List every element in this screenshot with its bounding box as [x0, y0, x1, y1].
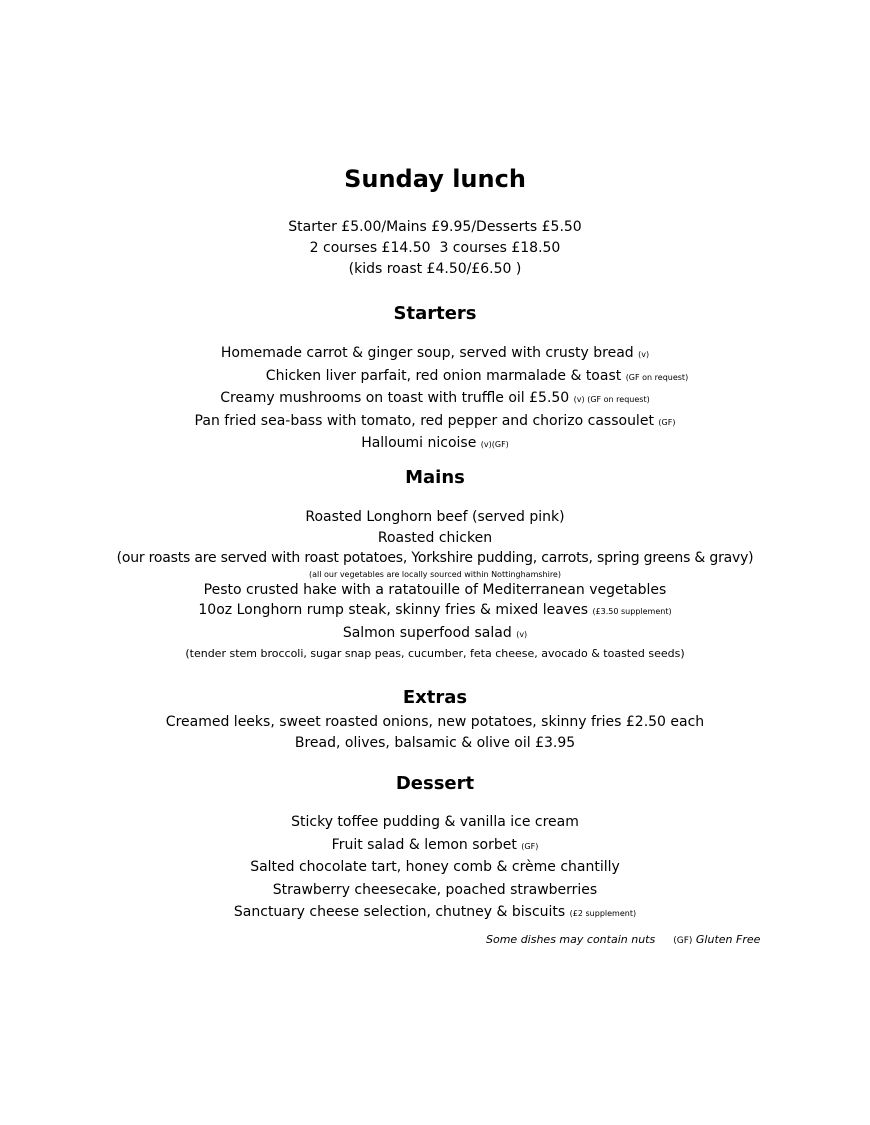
price-summary: [0, 217, 870, 280]
main-item-tag: (£3.50 supplement): [592, 607, 672, 617]
starter-item-text: Creamy mushrooms on toast with truffle oil £5.50: [220, 390, 570, 407]
starter-item: [0, 411, 870, 434]
dessert-item-text: Strawberry cheesecake, poached strawberries: [272, 881, 598, 898]
starter-item-text: Chicken liver parfait, red onion marmalade & toast: [265, 367, 622, 384]
starter-item-tag: (v)(GF): [480, 440, 509, 450]
main-item-tag: (v): [516, 629, 528, 639]
main-item: Roasted chicken: [377, 529, 493, 546]
main-item-text: 10oz Longhorn rump steak, skinny fries & mixed leaves: [198, 602, 588, 619]
dessert-item: [0, 812, 870, 835]
dessert-item-tag: (GF): [521, 841, 539, 851]
starter-item: [0, 388, 870, 411]
dessert-item-text: Sticky toffee pudding & vanilla ice cream: [291, 814, 579, 830]
mains-list: [0, 507, 870, 662]
starter-item-text: Pan fried sea-bass with tomato, red pepper and chorizo cassoulet: [194, 412, 654, 429]
salad-note: (tender stem broccoli, sugar snap peas, cucumber, feta cheese, avocado & toasted seeds): [185, 646, 685, 660]
dessert-item: [0, 880, 870, 903]
menu-footer: [486, 933, 760, 946]
price-line-2: 2 courses £14.50 3 courses £18.50: [309, 240, 561, 256]
main-item: [0, 623, 870, 646]
price-line-3: (kids roast £4.50/£6.50 ): [348, 261, 522, 277]
gluten-free-label: Gluten Free: [695, 933, 761, 946]
starters-heading: Starters: [393, 303, 477, 324]
main-item: Roasted Longhorn beef (served pink): [305, 509, 565, 525]
mains-heading: Mains: [405, 467, 465, 488]
extra-item: Creamed leeks, sweet roasted onions, new potatoes, skinny fries £2.50 each: [165, 714, 705, 730]
extras-heading: Extras: [402, 687, 468, 708]
starter-item: [0, 343, 870, 366]
vegetable-note: (all our vegetables are locally sourced within Nottinghamshire): [309, 569, 561, 579]
page-title: Sunday lunch: [344, 165, 526, 193]
main-item: [0, 600, 870, 623]
nuts-warning: Some dishes may contain nuts: [486, 933, 656, 946]
price-line-1: Starter £5.00/Mains £9.95/Desserts £5.50: [288, 219, 582, 235]
dessert-item-text: Fruit salad & lemon sorbet: [331, 836, 517, 853]
extra-item: Bread, olives, balsamic & olive oil £3.95: [294, 734, 576, 751]
starter-item-tag: (GF): [658, 417, 676, 427]
starter-item: [0, 366, 870, 389]
dessert-item: [0, 857, 870, 880]
starters-list: [0, 343, 870, 456]
starter-item: [0, 433, 870, 456]
dessert-item-text: Sanctuary cheese selection, chutney & biscuits: [233, 904, 566, 921]
starter-item-tag: (GF on request): [625, 372, 689, 382]
dessert-item-text: Salted chocolate tart, honey comb & crème chantilly: [250, 859, 620, 876]
main-item-text: Salmon superfood salad: [342, 624, 512, 641]
starter-item-text: Homemade carrot & ginger soup, served with crusty bread: [220, 345, 634, 361]
main-item: Pesto crusted hake with a ratatouille of Mediterranean vegetables: [203, 581, 667, 598]
starter-item-tag: (v): [638, 350, 650, 359]
extras-list: [0, 712, 870, 753]
dessert-item: [0, 902, 870, 925]
dessert-item: [0, 835, 870, 858]
dessert-item-tag: (£2 supplement): [569, 909, 637, 919]
dessert-list: [0, 812, 870, 925]
gluten-free-tag: (GF): [673, 936, 693, 946]
starter-item-text: Halloumi nicoise: [361, 435, 477, 452]
starter-item-tag: (v) (GF on request): [573, 395, 650, 405]
roast-note: (our roasts are served with roast potatoes, Yorkshire pudding, carrots, spring greens & gravy): [116, 550, 754, 567]
dessert-heading: Dessert: [395, 773, 475, 794]
